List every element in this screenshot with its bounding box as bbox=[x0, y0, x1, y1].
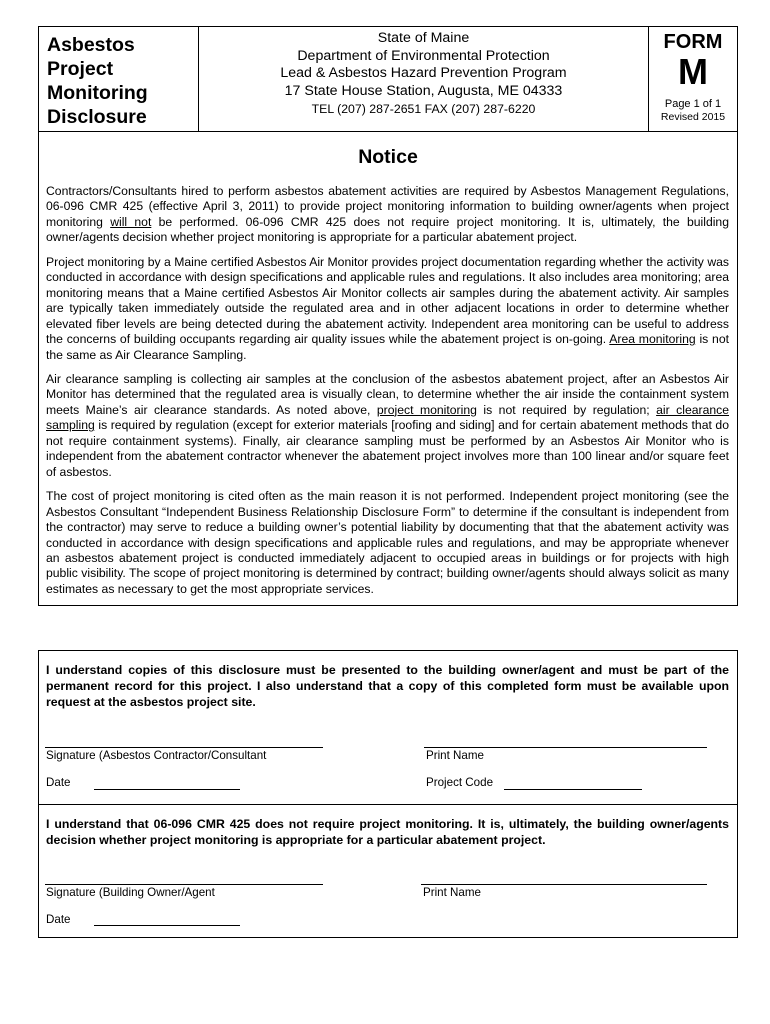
form-title bbox=[47, 33, 148, 129]
text-run: is required by regulation (except for exterior materials [roofing and siding] and for certain abatement methods that do not require containment systems). Finally, air clearance sampling must be performed by an Asbestos Air Monitor who is independent from the abatement contractor whenever the abatement project involves more than 100 linear and/or square feet of asbestos. bbox=[46, 418, 729, 479]
text-run: is not the same as Air Clearance Sampling. bbox=[46, 332, 729, 362]
owner-print-name-line[interactable] bbox=[421, 884, 707, 885]
underlined-text: project monitoring bbox=[376, 402, 477, 417]
contractor-date-field[interactable] bbox=[94, 789, 240, 790]
form-title-line: Monitoring bbox=[47, 82, 148, 104]
agency-state: State of Maine bbox=[377, 30, 470, 46]
form-title-line: Disclosure bbox=[47, 106, 147, 128]
acknowledgement-box bbox=[38, 650, 738, 938]
form-letter: M bbox=[678, 51, 708, 92]
notice-paragraph-3 bbox=[46, 372, 729, 480]
text-run: Contractors/Consultants hired to perform asbestos abatement activities are required by Asbestos Management Regulations, 06-096 CMR 425 (effective April 3, 2011) to provide project monitoring information to building owner/agents when project monitoring bbox=[46, 184, 729, 229]
text-run: Project monitoring by a Maine certified Asbestos Air Monitor provides project documentation regarding whether the activity was conducted in accordance with design specifications and applicable rules and regulations. It also includes area monitoring; area monitoring means that a Maine certified Asbestos Air Monitor collects air samples during the abatement activity. Air samples are typically taken immediately outside the regulated area and in other adjacent locations in order to determine whether elevated fiber levels are being detected during the abatement activity. Independent area monitoring can be useful to address the concerns of building occupants regarding air quality issues while the abatement project is on-going. bbox=[46, 254, 729, 347]
project-code-label: Project Code bbox=[426, 776, 494, 789]
notice-paragraph-1 bbox=[46, 184, 729, 246]
agency-department: Department of Environmental Protection bbox=[297, 47, 550, 64]
agency-address: 17 State House Station, Augusta, ME 04333 bbox=[284, 82, 563, 99]
contractor-date-label: Date bbox=[46, 776, 71, 789]
form-title-cell bbox=[39, 27, 199, 131]
underlined-text: will not bbox=[110, 214, 152, 229]
page-number: Page 1 of 1 bbox=[664, 98, 722, 110]
form-id-cell bbox=[649, 27, 737, 131]
agency-program: Lead & Asbestos Hazard Prevention Program bbox=[280, 65, 567, 82]
notice-box bbox=[38, 132, 738, 606]
project-code-field[interactable] bbox=[504, 789, 642, 790]
notice-title: Notice bbox=[358, 146, 418, 168]
agency-phone-fax: TEL (207) 287-2651 FAX (207) 287-6220 bbox=[311, 102, 536, 117]
notice-paragraph-2 bbox=[46, 255, 729, 363]
agency-cell bbox=[199, 27, 649, 131]
owner-statement: I understand that 06-096 CMR 425 does not require project monitoring. It is, ultimately, the building owner/agents decision whether project monitoring is appropriate for a particular abatement project. bbox=[46, 817, 729, 847]
owner-signature-label: Signature (Building Owner/Agent bbox=[46, 886, 215, 899]
underlined-text: Area monitoring bbox=[609, 332, 696, 347]
underlined-text: air clearance sampling bbox=[46, 402, 729, 433]
contractor-print-name-label: Print Name bbox=[426, 749, 484, 762]
notice-paragraph-4: The cost of project monitoring is cited often as the main reason it is not performed. Independent project monitoring (see the Asbestos Consultant “Independent Business Relationship Disclosure Form” to determine if the consultant is independent from the contractor) may serve to reduce a building owner’s potential liability by documenting that that the abatement activity was conducted in accordance with design specifications and applicable rules and regulations, and may be appropriate whenever an asbestos abatement project is conducted immediately adjacent to occupied areas in buildings or for projects with high public visibility. The scope of project monitoring is determined by contract; building owner/agents should always solicit as many estimates as necessary to get the most appropriate services. bbox=[46, 489, 729, 596]
text-run: Air clearance sampling is collecting air samples at the conclusion of the asbestos abatement project, after an Asbestos Air Monitor has determined that the regulated area is visually clean, to determine whether the air inside the containment system meets Maine’s air clearance standards. As noted above, bbox=[46, 371, 729, 417]
form-title-line: Project bbox=[47, 58, 114, 80]
contractor-statement: I understand copies of this disclosure must be presented to the building owner/agent and must be part of the permanent record for this project. I also understand that a copy of this completed form must be available upon request at the asbestos project site. bbox=[46, 663, 729, 709]
owner-signature-line[interactable] bbox=[45, 884, 323, 885]
text-run: is not required by regulation; bbox=[476, 402, 657, 417]
revision-date: Revised 2015 bbox=[660, 111, 726, 123]
notice-body bbox=[46, 184, 729, 606]
form-title-line: Asbestos bbox=[47, 34, 135, 56]
text-run: be performed. 06-096 CMR 425 does not require project monitoring. It is, ultimately, the building owner/agents decision whether project monitoring is appropriate for a particular abatement project. bbox=[46, 214, 729, 245]
contractor-print-name-line[interactable] bbox=[424, 747, 707, 748]
section-divider bbox=[39, 804, 737, 805]
owner-date-field[interactable] bbox=[94, 925, 240, 926]
contractor-signature-line[interactable] bbox=[45, 747, 323, 748]
owner-date-label: Date bbox=[46, 913, 71, 926]
owner-print-name-label: Print Name bbox=[423, 886, 481, 899]
form-header bbox=[38, 26, 738, 132]
contractor-signature-label: Signature (Asbestos Contractor/Consultant bbox=[46, 749, 267, 762]
form-word: FORM bbox=[663, 31, 723, 53]
